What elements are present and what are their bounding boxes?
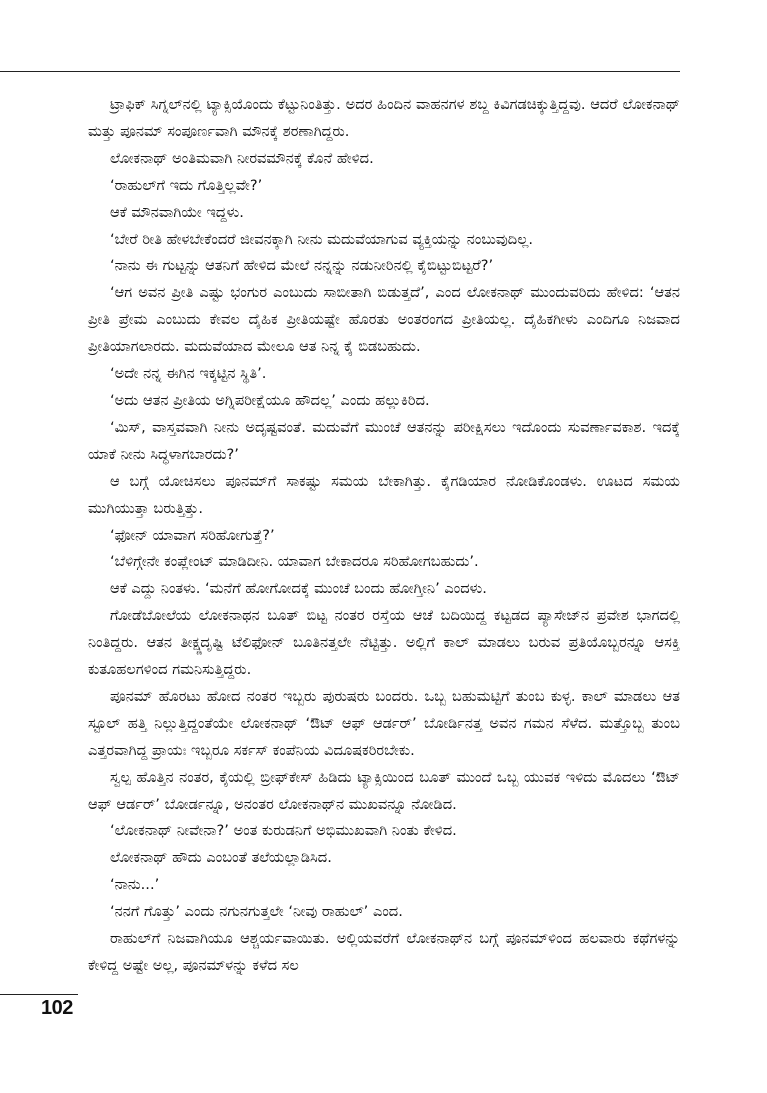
paragraph: ರಾಹುಲ್‌ಗೆ ನಿಜವಾಗಿಯೂ ಆಶ್ಚರ್ಯವಾಯಿತು. ಅಲ್ಲಿಯವರೆಗೆ ಲೋಕನಾಥ್‌ನ ಬಗ್ಗೆ ಪೂನಮ್‌ಳಿಂದ ಹಲವಾರು ಕಥೆಗಳನ್ನು ಕೇಳಿದ್ದ ಅಷ್ಟೇ ಅಲ್ಲ, ಪೂನಮ್‌ಳನ್ನು ಕಳೆದ ಸಲ xyxy=(88,930,680,974)
paragraph: ‘ನಾನು ಈ ಗುಟ್ಟನ್ನು ಆತನಿಗೆ ಹೇಳಿದ ಮೇಲೆ ನನ್ನನ್ನು ನಡುನೀರಿನಲ್ಲಿ ಕೈಬಿಟ್ಟುಬಿಟ್ಟರೆ?’ xyxy=(110,257,494,275)
paragraph: ‘ಬೇರೆ ರೀತಿ ಹೇಳಬೇಕೆಂದರೆ ಜೀವನಕ್ಕಾಗಿ ನೀನು ಮದುವೆಯಾಗುವ ವ್ಯಕ್ತಿಯನ್ನು ನಂಬುವುದಿಲ್ಲ. xyxy=(110,230,534,248)
paragraph: ಆಕೆ ಎದ್ದು ನಿಂತಳು. ‘ಮನೆಗೆ ಹೋಗೋದಕ್ಕೆ ಮುಂಚೆ ಬಂದು ಹೋಗ್ತೀನಿ’ ಎಂದಳು. xyxy=(110,580,487,598)
paragraph: ‘ರಾಹುಲ್‌ಗೆ ಇದು ಗೊತ್ತಿಲ್ಲವೇ?’ xyxy=(110,176,263,194)
paragraph: ‘ಮಿಸ್, ವಾಸ್ತವವಾಗಿ ನೀನು ಅದೃಷ್ಟವಂತೆ. ಮದುವೆಗೆ ಮುಂಚೆ ಆತನನ್ನು ಪರೀಕ್ಷಿಸಲು ಇದೊಂದು ಸುವರ್ಣಾವಕಾಶ. ಇದಕ್ಕೆ ಯಾಕೆ ನೀನು ಸಿದ್ಧಳಾಗಬಾರದು?’ xyxy=(88,418,680,463)
paragraph: ‘ನಾನು...’ xyxy=(110,876,160,894)
paragraph: ಲೋಕನಾಥ್ ಹೌದು ಎಂಬಂತೆ ತಲೆಯಲ್ಲಾಡಿಸಿದ. xyxy=(110,849,332,867)
header-rule xyxy=(0,71,680,72)
paragraph: ಲೋಕನಾಥ್ ಅಂತಿಮವಾಗಿ ನೀರವಮೌನಕ್ಕೆ ಕೊನೆ ಹೇಳಿದ. xyxy=(110,149,374,167)
paragraph: ‘ಅದು ಆತನ ಪ್ರೀತಿಯ ಅಗ್ನಿಪರೀಕ್ಷೆಯೂ ಹೌದಲ್ಲ’ ಎಂದು ಹಲ್ಲುಕಿರಿದ. xyxy=(110,391,430,409)
body-text xyxy=(88,92,680,980)
paragraph: ‘ಫೋನ್ ಯಾವಾಗ ಸರಿಹೋಗುತ್ತೆ?’ xyxy=(110,526,275,544)
paragraph: ಆಕೆ ಮೌನವಾಗಿಯೇ ಇದ್ದಳು. xyxy=(110,203,244,221)
paragraph: ‘ಆಗ ಅವನ ಪ್ರೀತಿ ಎಷ್ಟು ಭಂಗುರ ಎಂಬುದು ಸಾಬೀತಾಗಿ ಬಿಡುತ್ತದೆ’, ಎಂದ ಲೋಕನಾಥ್ ಮುಂದುವರಿದು ಹೇಳಿದ: ‘ಆತನ ಪ್ರೀತಿ ಪ್ರೇಮ ಎಂಬುದು ಕೇವಲ ದೈಹಿಕ ಪ್ರೀತಿಯಷ್ಟೇ ಹೊರತು ಅಂತರಂಗದ ಪ್ರೀತಿಯಲ್ಲ. ದೈಹಿಕಗೀಳು ಎಂದಿಗೂ ನಿಜವಾದ ಪ್ರೀತಿಯಾಗಲಾರದು. ಮದುವೆಯಾದ ಮೇಲೂ ಆತ ನಿನ್ನ ಕೈ ಬಿಡಬಹುದು. xyxy=(88,284,680,356)
paragraph: ‘ನನಗೆ ಗೊತ್ತು’ ಎಂದು ನಗುನಗುತ್ತಲೇ ‘ನೀವು ರಾಹುಲ್’ ಎಂದ. xyxy=(110,903,403,921)
paragraph: ‘ಬೆಳಿಗ್ಗೇನೇ ಕಂಪ್ಲೇಂಟ್ ಮಾಡಿದೀನಿ. ಯಾವಾಗ ಬೇಕಾದರೂ ಸರಿಹೋಗಬಹುದು’. xyxy=(110,553,479,571)
paragraph: ಟ್ರಾಫಿಕ್ ಸಿಗ್ನಲ್‌ನಲ್ಲಿ ಟ್ಯಾಕ್ಸಿಯೊಂದು ಕೆಟ್ಟುನಿಂತಿತ್ತು. ಅದರ ಹಿಂದಿನ ವಾಹನಗಳ ಶಬ್ದ ಕಿವಿಗಡಚಿಕ್ಕುತ್ತಿದ್ದವು. ಆದರೆ ಲೋಕನಾಥ್ ಮತ್ತು ಪೂನಮ್ ಸಂಪೂರ್ಣವಾಗಿ ಮೌನಕ್ಕೆ ಶರಣಾಗಿದ್ದರು. xyxy=(88,96,680,140)
paragraph: ಪೂನಮ್ ಹೊರಟು ಹೋದ ನಂತರ ಇಬ್ಬರು ಪುರುಷರು ಬಂದರು. ಒಬ್ಬ ಬಹುಮಟ್ಟಿಗೆ ತುಂಬ ಕುಳ್ಳ. ಕಾಲ್ ಮಾಡಲು ಆತ ಸ್ಟೂಲ್ ಹತ್ತಿ ನಿಲ್ಲುತ್ತಿದ್ದಂತೆಯೇ ಲೋಕನಾಥ್ ‘ಔಟ್ ಆಫ್ ಆರ್ಡರ್’ ಬೋರ್ಡಿನತ್ತ ಅವನ ಗಮನ ಸೆಳೆದ. ಮತ್ತೊಬ್ಬ ತುಂಬ ಎತ್ತರವಾಗಿದ್ದ ಪ್ರಾಯಃ ಇಬ್ಬರೂ ಸರ್ಕಸ್ ಕಂಪೆನಿಯ ವಿದೂಷಕರಿರಬೇಕು. xyxy=(88,687,680,759)
paragraph: ‘ಲೋಕನಾಥ್ ನೀವೇನಾ?’ ಅಂತ ಕುರುಡನಿಗೆ ಅಭಿಮುಖವಾಗಿ ನಿಂತು ಕೇಳಿದ. xyxy=(110,822,457,840)
paragraph: ಗೋಡೆಬೋಲೆಯ ಲೋಕನಾಥನ ಬೂತ್ ಬಿಟ್ಟ ನಂತರ ರಸ್ತೆಯ ಆಚೆ ಬದಿಯಿದ್ದ ಕಟ್ಟಡದ ಪ್ಯಾಸೇಜ್‌ನ ಪ್ರವೇಶ ಭಾಗದಲ್ಲಿ ನಿಂತಿದ್ದರು. ಆತನ ತೀಕ್ಷ್ಣದೃಷ್ಟಿ ಟೆಲಿಫೋನ್ ಬೂತಿನತ್ತಲೇ ನೆಟ್ಟಿತ್ತು. ಅಲ್ಲಿಗೆ ಕಾಲ್ ಮಾಡಲು ಬರುವ ಪ್ರತಿಯೊಬ್ಬರನ್ನೂ ಆಸಕ್ತಿ ಕುತೂಹಲಗಳಿಂದ ಗಮನಿಸುತ್ತಿದ್ದರು. xyxy=(88,607,680,679)
footer-rule xyxy=(0,994,78,995)
paragraph: ಸ್ವಲ್ಪ ಹೊತ್ತಿನ ನಂತರ, ಕೈಯಲ್ಲಿ ಬ್ರೀಫ್‌ಕೇಸ್ ಹಿಡಿದು ಟ್ಯಾಕ್ಸಿಯಿಂದ ಬೂತ್ ಮುಂದೆ ಒಬ್ಬ ಯುವಕ ಇಳಿದು ಮೊದಲು ‘ಔಟ್ ಆಫ್ ಆರ್ಡರ್’ ಬೋರ್ಡನ್ನೂ, ಅನಂತರ ಲೋಕನಾಥ್‌ನ ಮುಖವನ್ನೂ ನೋಡಿದ. xyxy=(88,768,680,813)
paragraph: ‘ಅದೇ ನನ್ನ ಈಗಿನ ಇಕ್ಕಟ್ಟಿನ ಸ್ಥಿತಿ’. xyxy=(110,365,267,383)
paragraph: ಆ ಬಗ್ಗೆ ಯೋಚಿಸಲು ಪೂನಮ್‌ಗೆ ಸಾಕಷ್ಟು ಸಮಯ ಬೇಕಾಗಿತ್ತು. ಕೈಗಡಿಯಾರ ನೋಡಿಕೊಂಡಳು. ಊಟದ ಸಮಯ ಮುಗಿಯುತ್ತಾ ಬರುತ್ತಿತ್ತು. xyxy=(88,472,680,517)
page-number: 102 xyxy=(41,997,73,1019)
